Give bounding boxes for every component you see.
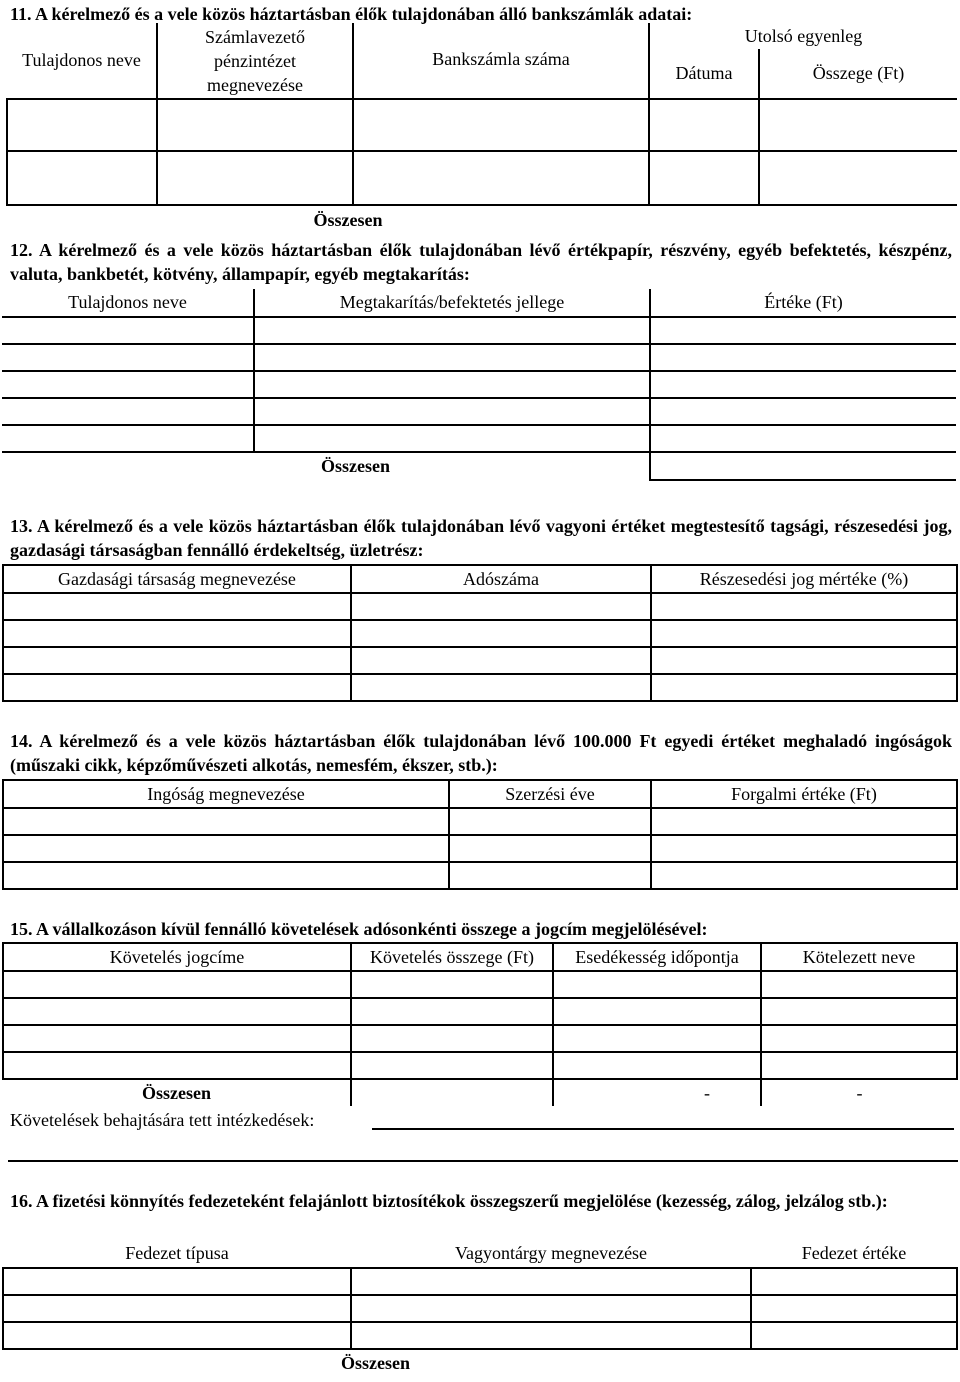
- cell-share[interactable]: [651, 593, 957, 620]
- cell-type[interactable]: [254, 344, 650, 371]
- col-tax-number: Adószáma: [351, 565, 651, 593]
- cell-debtor[interactable]: [761, 1025, 957, 1052]
- table-row: [2, 317, 956, 344]
- cell-year[interactable]: [449, 808, 651, 835]
- col-claim-title: Követelés jogcíme: [3, 943, 351, 971]
- col-company-name: Gazdasági társaság megnevezése: [3, 565, 351, 593]
- cell-owner[interactable]: [2, 425, 254, 452]
- total-label: Összesen: [341, 1353, 410, 1373]
- col-bank-name: [157, 23, 353, 99]
- col-item-name: Ingóság megnevezése: [3, 780, 449, 808]
- table-row: [3, 862, 957, 889]
- total-dash-1: -: [553, 1079, 761, 1106]
- cell-account[interactable]: [353, 99, 649, 151]
- cell-company[interactable]: [3, 620, 351, 647]
- cell-due-date[interactable]: [553, 998, 761, 1025]
- cell-value[interactable]: [651, 835, 957, 862]
- col-owner-name: Tulajdonos neve: [7, 23, 157, 99]
- cell-item[interactable]: [3, 808, 449, 835]
- col-market-value: Forgalmi értéke (Ft): [651, 780, 957, 808]
- total-label: Összesen: [313, 210, 383, 230]
- cell-value[interactable]: [651, 862, 957, 889]
- total-value: [650, 452, 956, 480]
- collection-measures-line[interactable]: [372, 1128, 954, 1130]
- cell-tax[interactable]: [351, 674, 651, 701]
- table-row: [3, 971, 957, 998]
- table-row: [3, 593, 957, 620]
- cell-debtor[interactable]: [761, 998, 957, 1025]
- cell-type[interactable]: [254, 317, 650, 344]
- cell-value[interactable]: [650, 398, 956, 425]
- cell-tax[interactable]: [351, 620, 651, 647]
- cell-collateral-value[interactable]: [751, 1295, 957, 1322]
- cell-asset[interactable]: [351, 1268, 751, 1295]
- section-16-title: 16. A fizetési könnyítés fedezeteként felajánlott biztosítékok összegszerű megjelölése (kezesség, zálog, jelzálog stb.):: [10, 1191, 888, 1211]
- col-share-percent: Részesedési jog mértéke (%): [651, 565, 957, 593]
- col-collateral-value: Fedezet értéke: [751, 1240, 957, 1268]
- cell-item[interactable]: [3, 835, 449, 862]
- cell-claim-title[interactable]: [3, 1025, 351, 1052]
- cell-year[interactable]: [449, 835, 651, 862]
- table-row: [3, 647, 957, 674]
- cell-date[interactable]: [649, 151, 759, 205]
- cell-value[interactable]: [650, 371, 956, 398]
- cell-owner[interactable]: [2, 371, 254, 398]
- table-row: [3, 1025, 957, 1052]
- receivables-table: [2, 942, 958, 1106]
- cell-type[interactable]: [254, 398, 650, 425]
- cell-collateral-type[interactable]: [3, 1322, 351, 1349]
- cell-value[interactable]: [650, 425, 956, 452]
- table-row: [3, 1268, 957, 1295]
- cell-type[interactable]: [254, 425, 650, 452]
- table-row: [7, 99, 957, 151]
- cell-share[interactable]: [651, 620, 957, 647]
- section-14-title: 14. A kérelmező és a vele közös háztartásban élők tulajdonában lévő 100.000 Ft egyedi értéket meghaladó ingóságok (műszaki cikk, képzőművészeti alkotás, nemesfém, ékszer, stb.):: [10, 731, 952, 775]
- total-label: Összesen: [2, 452, 650, 480]
- total-date: [649, 205, 759, 235]
- cell-company[interactable]: [3, 674, 351, 701]
- col-account-number: Bankszámla száma: [353, 23, 649, 99]
- table-row: [7, 151, 957, 205]
- cell-collateral-type[interactable]: [3, 1268, 351, 1295]
- cell-collateral-type[interactable]: [3, 1295, 351, 1322]
- cell-item[interactable]: [3, 862, 449, 889]
- col-acquisition-year: Szerzési éve: [449, 780, 651, 808]
- section-12-title: 12. A kérelmező és a vele közös háztartásban élők tulajdonában lévő értékpapír, részvény, egyéb befektetés, készpénz, valuta, bankbetét, kötvény, állampapír, egyéb megtakarítás:: [10, 240, 952, 284]
- cell-value[interactable]: [651, 808, 957, 835]
- cell-debtor[interactable]: [761, 971, 957, 998]
- cell-bank[interactable]: [157, 99, 353, 151]
- cell-company[interactable]: [3, 647, 351, 674]
- section-11-title: 11. A kérelmező és a vele közös háztartásban élők tulajdonában álló bankszámlák adatai:: [10, 4, 693, 24]
- col-date: Dátuma: [649, 49, 759, 99]
- cell-asset[interactable]: [351, 1322, 751, 1349]
- collateral-table: [2, 1240, 958, 1377]
- col-savings-type: Megtakarítás/befektetés jellege: [254, 289, 650, 317]
- collection-measures-label: Követelések behajtására tett intézkedések:: [10, 1110, 315, 1130]
- cell-value[interactable]: [650, 317, 956, 344]
- cell-share[interactable]: [651, 647, 957, 674]
- col-last-balance: Utolsó egyenleg: [649, 23, 957, 49]
- total-label: Összesen: [3, 1079, 351, 1106]
- valuables-table: [2, 779, 958, 890]
- total-value: [751, 1349, 957, 1377]
- table-row: [3, 835, 957, 862]
- cell-amount[interactable]: [759, 151, 957, 205]
- total-amount: [759, 205, 957, 235]
- col-value: Értéke (Ft): [650, 289, 956, 317]
- section-13-title: 13. A kérelmező és a vele közös háztartásban élők tulajdonában lévő vagyoni értéket megtestesítő tagsági, részesedési jog, gazdasági társaságban fennálló érdekeltség, üzletrész:: [10, 516, 952, 560]
- table-row: [3, 1295, 957, 1322]
- table-row: [3, 620, 957, 647]
- cell-type[interactable]: [254, 371, 650, 398]
- col-due-date: Esedékesség időpontja: [553, 943, 761, 971]
- col-claim-amount: Követelés összege (Ft): [351, 943, 553, 971]
- cell-tax[interactable]: [351, 647, 651, 674]
- cell-claim-amount[interactable]: [351, 971, 553, 998]
- cell-owner[interactable]: [7, 151, 157, 205]
- cell-account[interactable]: [353, 151, 649, 205]
- cell-claim-title[interactable]: [3, 971, 351, 998]
- cell-due-date[interactable]: [553, 971, 761, 998]
- cell-owner[interactable]: [7, 99, 157, 151]
- cell-share[interactable]: [651, 674, 957, 701]
- table-row: [3, 808, 957, 835]
- cell-year[interactable]: [449, 862, 651, 889]
- table-row: [3, 674, 957, 701]
- collection-measures-line-2[interactable]: [8, 1160, 958, 1162]
- cell-asset[interactable]: [351, 1295, 751, 1322]
- cell-claim-title[interactable]: [3, 1052, 351, 1079]
- cell-owner[interactable]: [2, 344, 254, 371]
- company-shares-table: [2, 564, 958, 702]
- table-row: [3, 1322, 957, 1349]
- col-bank-name-text: Számlavezető pénzintézet megnevezése: [205, 26, 305, 95]
- cell-owner[interactable]: [2, 398, 254, 425]
- bank-accounts-table: [6, 23, 957, 235]
- cell-amount[interactable]: [759, 99, 957, 151]
- table-row: [2, 425, 956, 452]
- cell-collateral-value[interactable]: [751, 1268, 957, 1295]
- cell-value[interactable]: [650, 344, 956, 371]
- cell-claim-amount[interactable]: [351, 998, 553, 1025]
- cell-due-date[interactable]: [553, 1025, 761, 1052]
- savings-table: [2, 289, 956, 481]
- table-row: [2, 398, 956, 425]
- table-row: [3, 1052, 957, 1079]
- cell-claim-amount[interactable]: [351, 1052, 553, 1079]
- section-15-title: 15. A vállalkozáson kívül fennálló követelések adósonkénti összege a jogcím megjelölésével:: [10, 919, 708, 939]
- cell-claim-amount[interactable]: [351, 1025, 553, 1052]
- table-row: [3, 998, 957, 1025]
- col-owner-name: Tulajdonos neve: [2, 289, 254, 317]
- cell-company[interactable]: [3, 593, 351, 620]
- col-asset-name: Vagyontárgy megnevezése: [351, 1240, 751, 1268]
- col-collateral-type: Fedezet típusa: [3, 1240, 351, 1268]
- col-amount: Összege (Ft): [759, 49, 957, 99]
- total-dash-2: -: [761, 1079, 957, 1106]
- cell-debtor[interactable]: [761, 1052, 957, 1079]
- cell-collateral-value[interactable]: [751, 1322, 957, 1349]
- cell-tax[interactable]: [351, 593, 651, 620]
- cell-bank[interactable]: [157, 151, 353, 205]
- col-debtor-name: Kötelezett neve: [761, 943, 957, 971]
- cell-date[interactable]: [649, 99, 759, 151]
- total-amount: [351, 1079, 553, 1106]
- table-row: [2, 344, 956, 371]
- cell-due-date[interactable]: [553, 1052, 761, 1079]
- cell-claim-title[interactable]: [3, 998, 351, 1025]
- cell-owner[interactable]: [2, 317, 254, 344]
- table-row: [2, 371, 956, 398]
